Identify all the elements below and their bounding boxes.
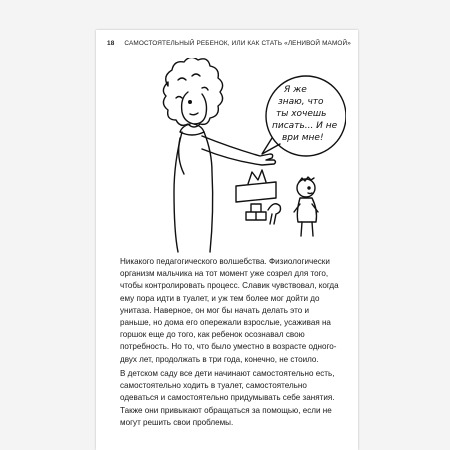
mother-figure: [163, 58, 275, 252]
paragraph-2: В детском саду все дети начинают самостоятельно есть, самостоятельно ходить в туалет, самостоятельно одеваться и самостоятельно придумывать себе занятия. Также они привыкают обращаться за помощью, если не могут решить свои проблемы.: [120, 369, 335, 427]
paragraph-1: Никакого педагогического волшебства. Физиологически организм мальчика на тот момент уже созрел для того, чтобы контролировать процесс. Славик чувствовал, когда ему пора идти в туалет, и уж тем более мог дойти до унитаза. Наверное, он мог бы начать делать это и раньше, но дома его опережали взрослые, усаживая на горшок еще до того, как ребенок осознавал свою потребность. Но то, что было уместно в возрасте одного-двух лет, продолжать в три года, конечно, не стоило.: [120, 257, 339, 364]
svg-text:писать... И не: писать... И не: [272, 121, 338, 131]
svg-text:знаю, что: знаю, что: [278, 97, 324, 107]
cartoon-illustration: [156, 58, 346, 258]
page-number: 18: [107, 40, 115, 47]
boy-figure: [294, 177, 318, 236]
svg-text:ты хочешь: ты хочешь: [276, 109, 327, 119]
svg-text:ври мне!: ври мне!: [282, 133, 324, 143]
book-page: [96, 30, 358, 450]
running-title: САМОСТОЯТЕЛЬНЫЙ РЕБЕНОК, ИЛИ КАК СТАТЬ «ЛЕНИВОЙ МАМОЙ»: [124, 40, 351, 47]
page-header: [107, 40, 350, 47]
toys: [236, 170, 281, 224]
svg-text:Я же: Я же: [284, 85, 307, 95]
speech-bubble: [262, 76, 346, 156]
